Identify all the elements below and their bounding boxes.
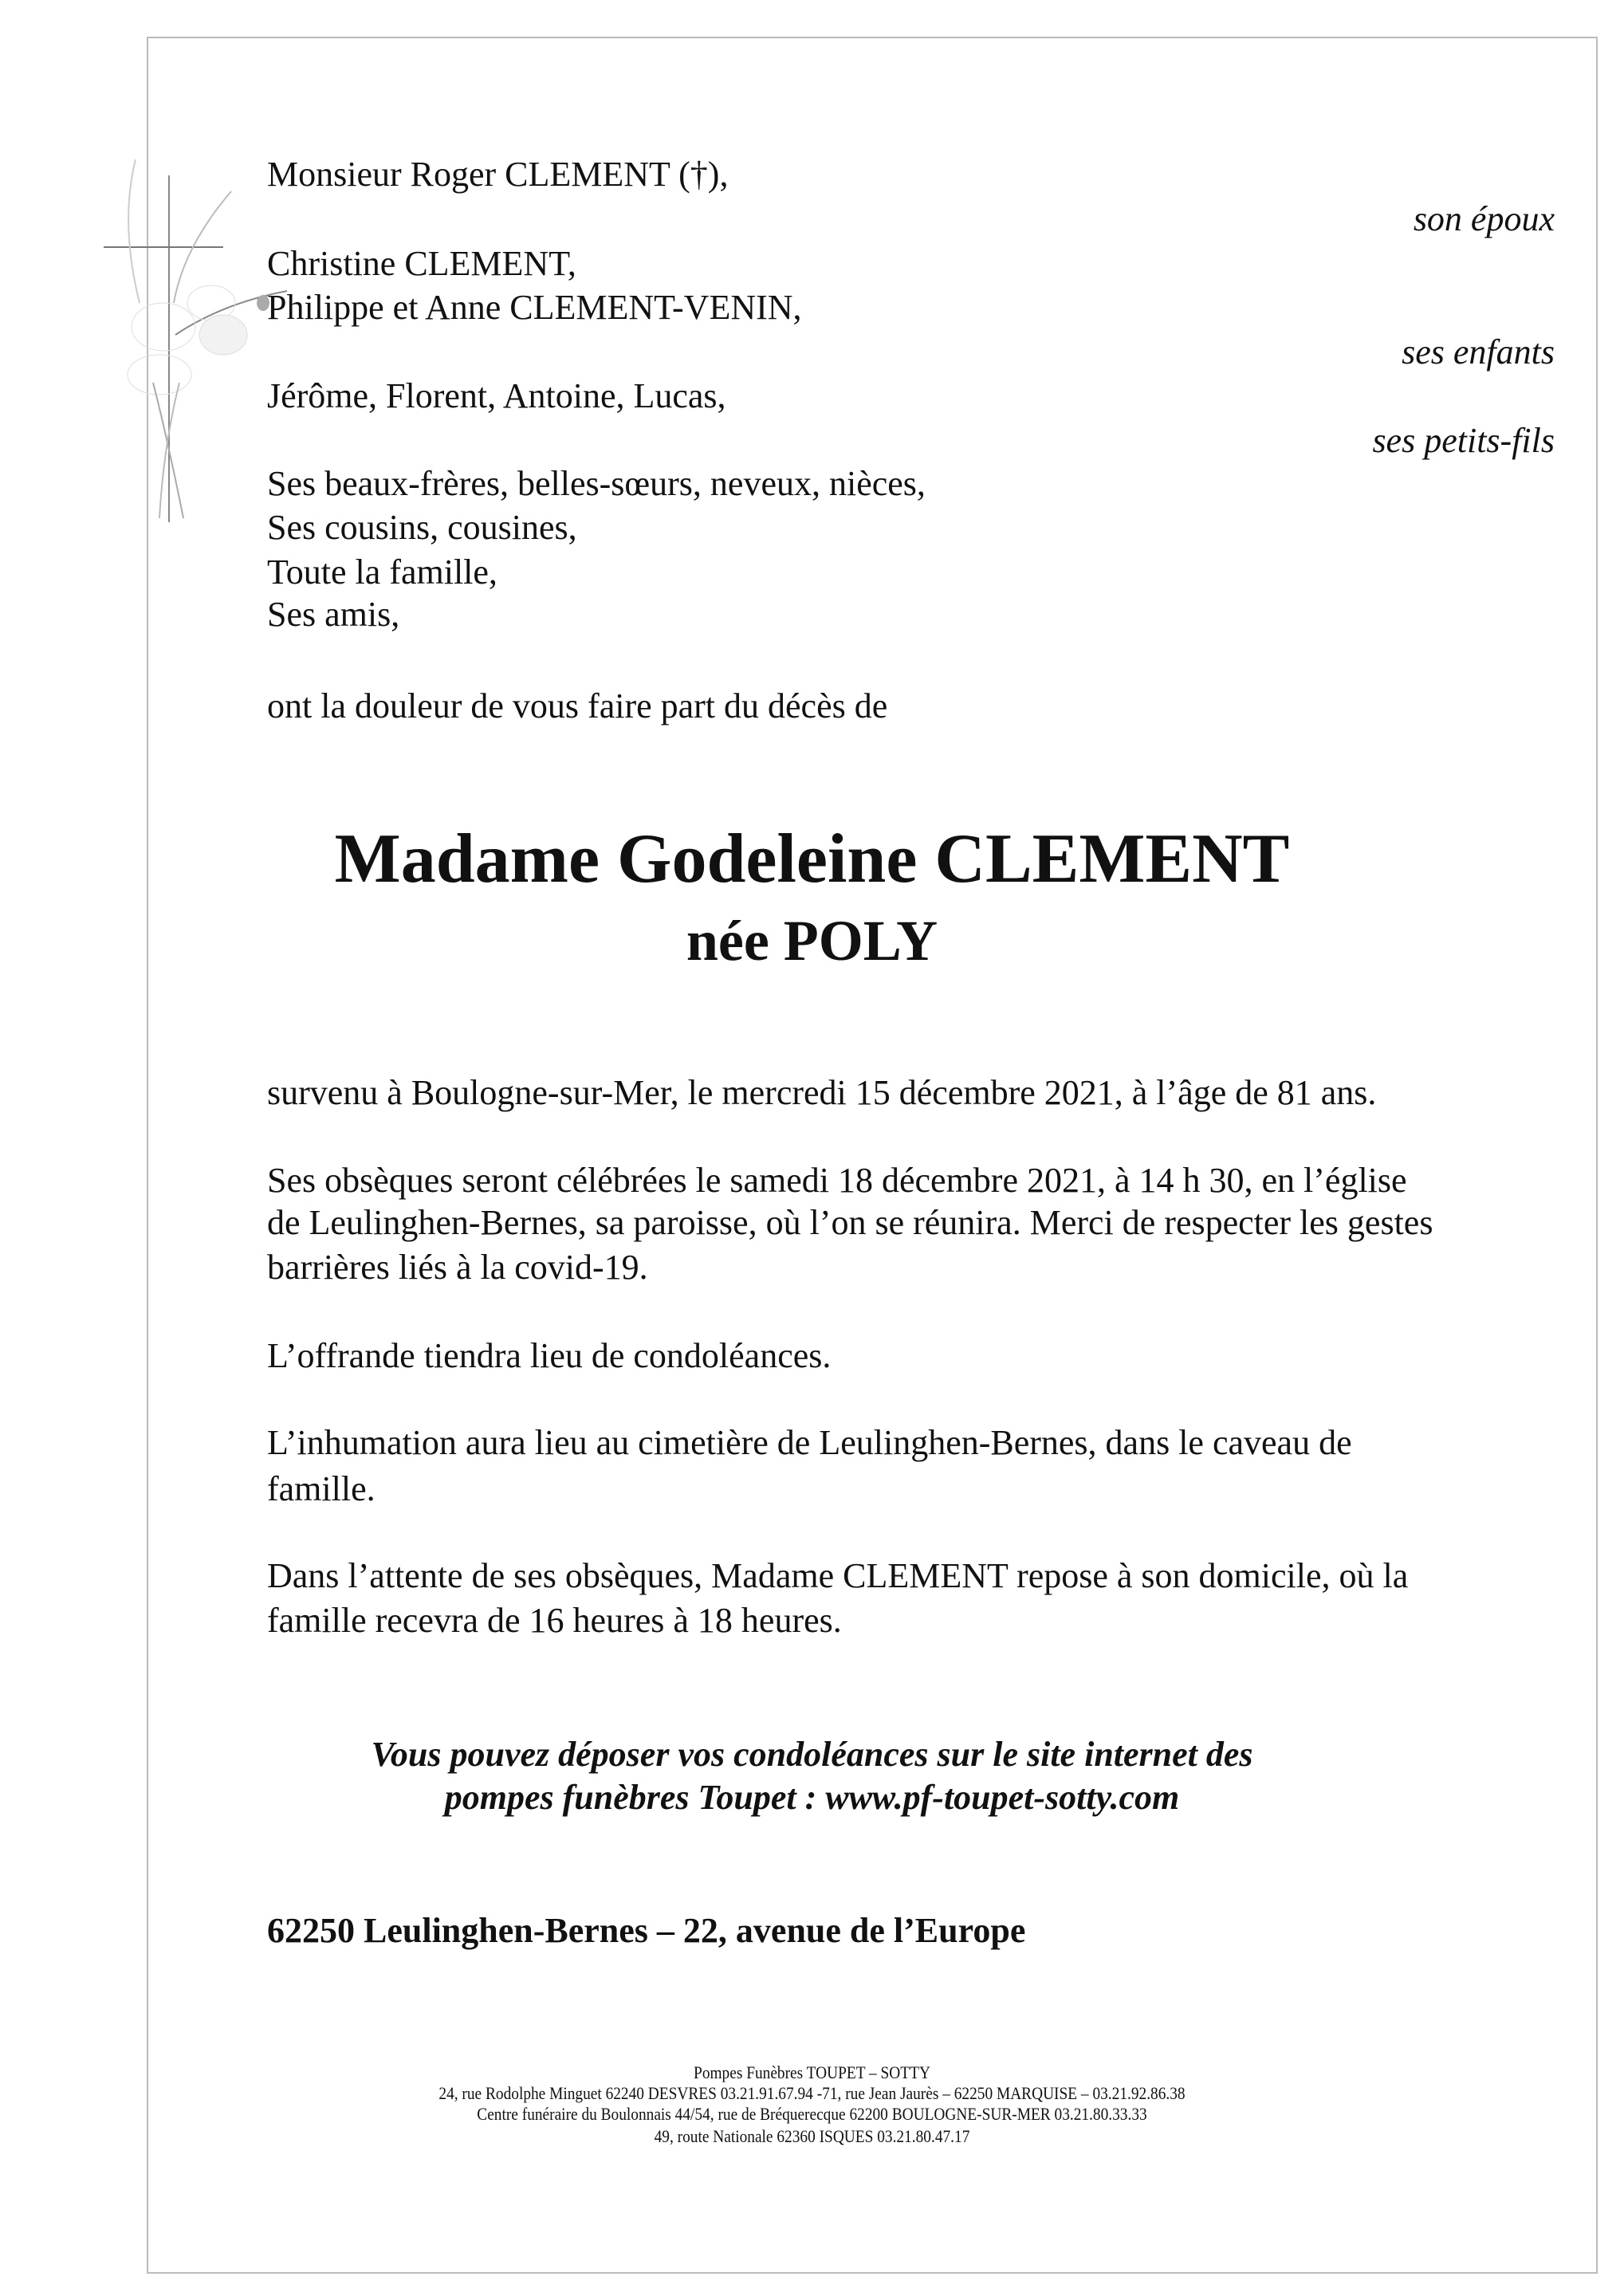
relatives-line: Ses beaux-frères, belles-sœurs, neveux, nièces, — [267, 464, 926, 503]
cross-orchid-icon — [104, 144, 295, 590]
rest-text: Dans l’attente de ses obsèques, Madame CLEMENT repose à son domicile, où la — [267, 1556, 1409, 1595]
funeral-text: barrières liés à la covid-19. — [267, 1248, 648, 1287]
husband-line: Monsieur Roger CLEMENT (†), — [267, 155, 729, 194]
relatives-line: Toute la famille, — [267, 552, 497, 592]
relatives-line: Ses amis, — [267, 595, 400, 634]
rest-text: famille recevra de 16 heures à 18 heures. — [267, 1601, 842, 1640]
death-text: survenu à Boulogne-sur-Mer, le mercredi 15 décembre 2021, à l’âge de 81 ans. — [267, 1073, 1377, 1112]
condolences-link[interactable]: pompes funèbres Toupet : www.pf-toupet-sotty.com — [444, 1778, 1180, 1817]
child-line: Philippe et Anne CLEMENT-VENIN, — [267, 288, 802, 327]
burial-text: L’inhumation aura lieu au cimetière de Leulinghen-Bernes, dans le caveau de — [267, 1423, 1352, 1462]
footer-line: 49, route Nationale 62360 ISQUES 03.21.80.47.17 — [654, 2126, 970, 2146]
burial-text: famille. — [267, 1469, 376, 1508]
grandchildren-role: ses petits-fils — [1372, 421, 1555, 460]
children-role: ses enfants — [1402, 332, 1555, 372]
husband-role: son époux — [1413, 199, 1555, 238]
funeral-text: Ses obsèques seront célébrées le samedi 18 décembre 2021, à 14 h 30, en l’église — [267, 1161, 1407, 1200]
relatives-line: Ses cousins, cousines, — [267, 508, 577, 547]
grandchildren-line: Jérôme, Florent, Antoine, Lucas, — [267, 376, 726, 415]
condolences-text: Vous pouvez déposer vos condoléances sur le site internet des — [371, 1735, 1253, 1774]
footer-line: 24, rue Rodolphe Minguet 62240 DESVRES 03.21.91.67.94 -71, rue Jean Jaurès – 62250 MARQUISE – 03.21.92.86.38 — [438, 2083, 1186, 2103]
child-line: Christine CLEMENT, — [267, 244, 576, 283]
deceased-name: Madame Godeleine CLEMENT — [334, 820, 1290, 898]
intro-text: ont la douleur de vous faire part du décès de — [267, 686, 888, 725]
footer-line: Pompes Funèbres TOUPET – SOTTY — [694, 2062, 930, 2082]
offering-text: L’offrande tiendra lieu de condoléances. — [267, 1336, 832, 1375]
funeral-text: de Leulinghen-Bernes, sa paroisse, où l’on se réunira. Merci de respecter les gestes — [267, 1203, 1433, 1242]
deceased-maiden-name: née POLY — [686, 909, 938, 973]
footer-line: Centre funéraire du Boulonnais 44/54, rue de Bréquerecque 62200 BOULOGNE-SUR-MER 03.21.80.33.33 — [477, 2104, 1147, 2124]
address-text: 62250 Leulinghen-Bernes – 22, avenue de l’Europe — [267, 1911, 1026, 1950]
